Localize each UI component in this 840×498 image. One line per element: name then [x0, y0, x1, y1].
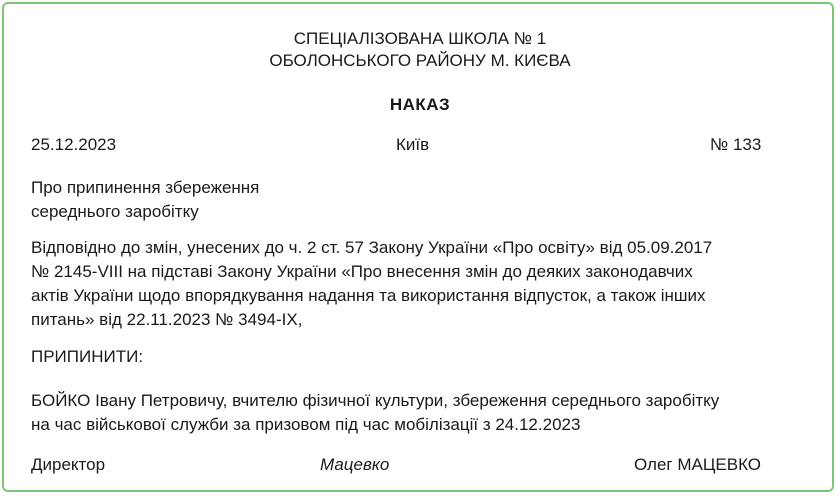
order-city: Київ [396, 135, 430, 154]
order-number: № 133 [710, 135, 762, 154]
order-item-line: на час військової служби за призовом під час мобілізації з 24.12.2023 [31, 415, 581, 434]
subject-line: середнього заробітку [31, 202, 199, 221]
subject-line: Про припинення збереження [31, 178, 260, 197]
order-item [31, 389, 811, 437]
order-subject [31, 176, 811, 224]
order-date: 25.12.2023 [31, 135, 117, 154]
order-basis [31, 236, 811, 332]
org-name-line-2: ОБОЛОНСЬКОГО РАЙОНУ М. КИЄВА [269, 51, 571, 70]
order-item-line: БОЙКО Івану Петровичу, вчителю фізичної культури, збереження середнього заробітку [31, 391, 720, 410]
signatory-name: Олег МАЦЕВКО [634, 455, 762, 474]
handwritten-signature: Мацевко [320, 455, 390, 474]
signatory-position: Директор [31, 455, 106, 474]
basis-line: актів України щодо впорядкування надання та використання відпусток, а також інших [31, 286, 706, 305]
basis-line: питань» від 22.11.2023 № 3494-IX, [31, 310, 303, 329]
org-name-line-1: СПЕЦІАЛІЗОВАНА ШКОЛА № 1 [293, 29, 547, 48]
basis-line: № 2145-VIII на підставі Закону України «Про внесення змін до деяких законодавчих [31, 262, 693, 281]
document-title: НАКАЗ [389, 95, 451, 114]
basis-line: Відповідно до змін, унесених до ч. 2 ст. 57 Закону України «Про освіту» від 05.09.2017 [31, 238, 713, 257]
order-verb: ПРИПИНИТИ: [31, 347, 144, 366]
